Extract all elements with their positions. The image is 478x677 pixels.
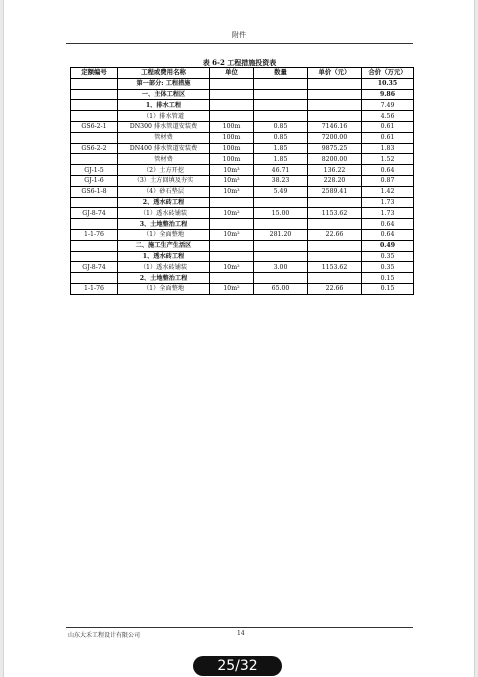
footer-rule — [66, 627, 413, 628]
table-row — [71, 78, 414, 89]
quantity-cell: 0.85 — [254, 121, 308, 132]
code-cell — [71, 219, 118, 230]
total-cell: 0.61 — [362, 121, 414, 132]
total-cell: 0.15 — [362, 273, 414, 284]
code-cell — [71, 111, 118, 122]
table-row — [71, 262, 414, 273]
total-cell: 1.42 — [362, 186, 414, 197]
code-cell — [71, 273, 118, 284]
quantity-cell — [254, 197, 308, 208]
unit-price-cell — [308, 273, 362, 284]
unit-price-cell: 228.20 — [308, 175, 362, 186]
table-row — [71, 100, 414, 111]
unit-price-cell: 2589.41 — [308, 186, 362, 197]
table-row — [71, 154, 414, 165]
name-cell: 管材费 — [118, 154, 210, 165]
unit-cell: 10m³ — [210, 186, 254, 197]
quantity-cell — [254, 219, 308, 230]
unit-cell: 100m — [210, 143, 254, 154]
name-cell: 2、透水砖工程 — [118, 197, 210, 208]
name-cell: DN400 排水管道安装费 — [118, 143, 210, 154]
unit-price-cell: 9875.25 — [308, 143, 362, 154]
name-cell: 1、透水砖工程 — [118, 251, 210, 262]
unit-price-cell: 7146.16 — [308, 121, 362, 132]
name-cell: 二、施工生产生活区 — [118, 240, 210, 251]
name-cell: （1）全面整地 — [118, 229, 210, 240]
col-header-total: 合价（万元） — [362, 68, 414, 79]
unit-cell: 10m² — [210, 229, 254, 240]
unit-cell: 10m³ — [210, 165, 254, 176]
code-cell: 1-1-76 — [71, 229, 118, 240]
code-cell — [71, 154, 118, 165]
table-row — [71, 111, 414, 122]
code-cell — [71, 78, 118, 89]
unit-cell: 100m — [210, 132, 254, 143]
name-cell: （1）排水管道 — [118, 111, 210, 122]
unit-cell — [210, 251, 254, 262]
col-header-name: 工程或费用名称 — [118, 68, 210, 79]
code-cell: GS6-2-1 — [71, 121, 118, 132]
name-cell: 第一部分: 工程措施 — [118, 78, 210, 89]
table-header-row — [71, 68, 414, 79]
unit-price-cell — [308, 251, 362, 262]
name-cell: （1）透水砖铺装 — [118, 262, 210, 273]
quantity-cell — [254, 78, 308, 89]
table-row — [71, 229, 414, 240]
quantity-cell: 0.85 — [254, 132, 308, 143]
quantity-cell: 38.23 — [254, 175, 308, 186]
table-row — [71, 175, 414, 186]
total-cell: 10.35 — [362, 78, 414, 89]
footer-company: 山东大禾工程设计有限公司 — [68, 632, 141, 639]
quantity-cell — [254, 251, 308, 262]
unit-cell — [210, 219, 254, 230]
code-cell: GJ-8-74 — [71, 208, 118, 219]
document-page — [3, 0, 475, 677]
quantity-cell: 46.71 — [254, 165, 308, 176]
total-cell: 1.73 — [362, 208, 414, 219]
page-counter-badge[interactable]: 25/32 — [193, 656, 282, 676]
table-row — [71, 208, 414, 219]
unit-cell: 10m² — [210, 283, 254, 294]
code-cell — [71, 100, 118, 111]
total-cell: 0.64 — [362, 165, 414, 176]
unit-cell — [210, 78, 254, 89]
unit-cell — [210, 240, 254, 251]
quantity-cell: 1.85 — [254, 154, 308, 165]
table-row — [71, 165, 414, 176]
unit-price-cell — [308, 197, 362, 208]
col-header-quantity: 数量 — [254, 68, 308, 79]
unit-cell — [210, 111, 254, 122]
unit-cell — [210, 100, 254, 111]
quantity-cell: 281.20 — [254, 229, 308, 240]
total-cell: 1.52 — [362, 154, 414, 165]
name-cell: （4）砂石垫层 — [118, 186, 210, 197]
quantity-cell — [254, 273, 308, 284]
quantity-cell — [254, 100, 308, 111]
table-row — [71, 121, 414, 132]
total-cell: 1.83 — [362, 143, 414, 154]
col-header-unit-price: 单价（元） — [308, 68, 362, 79]
code-cell: 1-1-76 — [71, 283, 118, 294]
name-cell: （3）土方回填及夯实 — [118, 175, 210, 186]
table-row — [71, 89, 414, 100]
code-cell: GJ-1-5 — [71, 165, 118, 176]
table-row — [71, 197, 414, 208]
code-cell — [71, 89, 118, 100]
name-cell: 管材费 — [118, 132, 210, 143]
code-cell — [71, 251, 118, 262]
table-row — [71, 143, 414, 154]
table-row — [71, 283, 414, 294]
unit-price-cell — [308, 240, 362, 251]
unit-price-cell: 22.66 — [308, 229, 362, 240]
quantity-cell: 3.00 — [254, 262, 308, 273]
unit-cell: 10m² — [210, 208, 254, 219]
table-row — [71, 132, 414, 143]
unit-price-cell — [308, 111, 362, 122]
code-cell: GS6-2-2 — [71, 143, 118, 154]
total-cell: 0.15 — [362, 283, 414, 294]
unit-price-cell: 8200.00 — [308, 154, 362, 165]
unit-cell: 100m — [210, 154, 254, 165]
name-cell: 2、土地整治工程 — [118, 273, 210, 284]
table-title: 表 6-2 工程措施投资表 — [202, 58, 277, 67]
total-cell: 0.35 — [362, 262, 414, 273]
quantity-cell — [254, 111, 308, 122]
code-cell — [71, 132, 118, 143]
quantity-cell: 65.00 — [254, 283, 308, 294]
name-cell: 3、土地整治工程 — [118, 219, 210, 230]
unit-cell: 10m² — [210, 262, 254, 273]
investment-table — [70, 67, 414, 295]
table-row — [71, 186, 414, 197]
table-body — [71, 78, 414, 294]
unit-cell: 100m — [210, 121, 254, 132]
unit-price-cell: 136.22 — [308, 165, 362, 176]
total-cell: 7.49 — [362, 100, 414, 111]
unit-cell: 10m³ — [210, 175, 254, 186]
code-cell: GS6-1-8 — [71, 186, 118, 197]
unit-price-cell: 22.66 — [308, 283, 362, 294]
total-cell: 0.61 — [362, 132, 414, 143]
page-header-title: 附件 — [232, 31, 246, 39]
total-cell: 9.86 — [362, 89, 414, 100]
unit-price-cell — [308, 100, 362, 111]
table-row — [71, 273, 414, 284]
name-cell: （1）透水砖铺装 — [118, 208, 210, 219]
unit-price-cell: 7200.00 — [308, 132, 362, 143]
name-cell: DN300 排水管道安装费 — [118, 121, 210, 132]
total-cell: 4.56 — [362, 111, 414, 122]
name-cell: 1、排水工程 — [118, 100, 210, 111]
total-cell: 0.35 — [362, 251, 414, 262]
total-cell: 1.73 — [362, 197, 414, 208]
unit-cell — [210, 197, 254, 208]
code-cell — [71, 240, 118, 251]
code-cell — [71, 197, 118, 208]
quantity-cell: 5.49 — [254, 186, 308, 197]
name-cell: 一、主体工程区 — [118, 89, 210, 100]
code-cell: GJ-8-74 — [71, 262, 118, 273]
unit-price-cell — [308, 219, 362, 230]
name-cell: （2）土方开挖 — [118, 165, 210, 176]
footer-page-number: 14 — [237, 630, 245, 637]
table-row — [71, 251, 414, 262]
col-header-unit: 单位 — [210, 68, 254, 79]
unit-price-cell: 1153.62 — [308, 208, 362, 219]
quantity-cell: 1.85 — [254, 143, 308, 154]
total-cell: 0.87 — [362, 175, 414, 186]
quantity-cell: 15.00 — [254, 208, 308, 219]
unit-price-cell: 1153.62 — [308, 262, 362, 273]
name-cell: （1）全面整地 — [118, 283, 210, 294]
total-cell: 0.49 — [362, 240, 414, 251]
unit-cell — [210, 89, 254, 100]
col-header-code: 定额编号 — [71, 68, 118, 79]
quantity-cell — [254, 89, 308, 100]
code-cell: GJ-1-6 — [71, 175, 118, 186]
unit-cell — [210, 273, 254, 284]
unit-price-cell — [308, 78, 362, 89]
quantity-cell — [254, 240, 308, 251]
table-row — [71, 240, 414, 251]
total-cell: 0.64 — [362, 219, 414, 230]
total-cell: 0.64 — [362, 229, 414, 240]
header-rule — [66, 43, 413, 44]
table-row — [71, 219, 414, 230]
unit-price-cell — [308, 89, 362, 100]
